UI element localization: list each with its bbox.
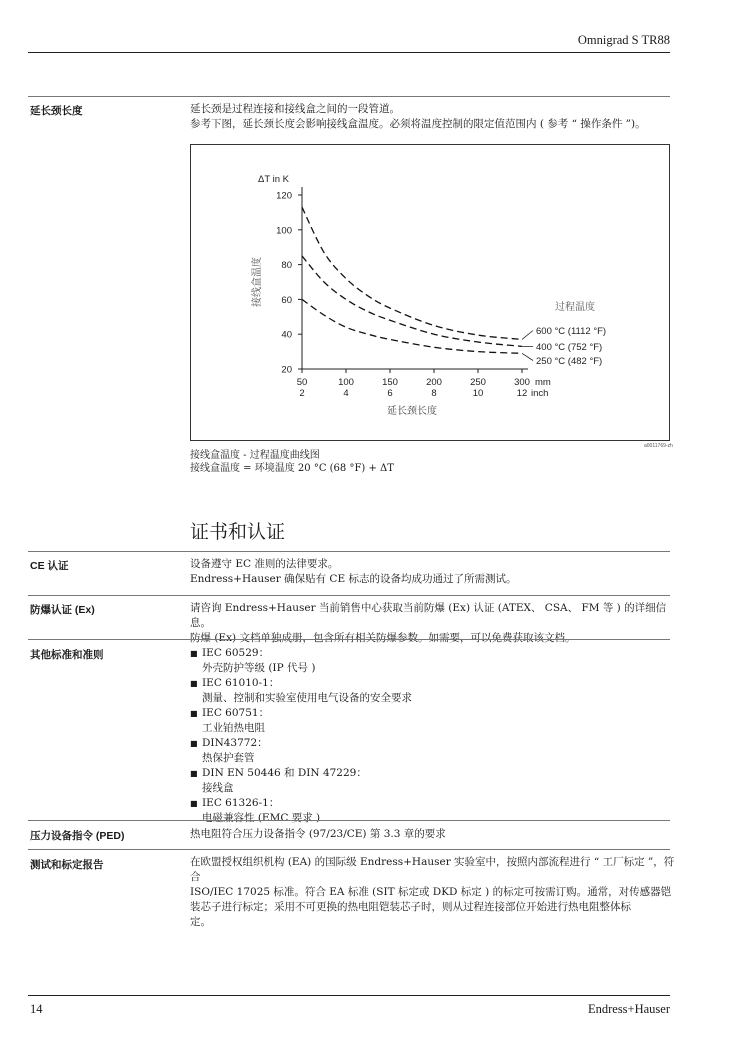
figure-frame xyxy=(190,144,670,441)
calibration-line-1: 在欧盟授权组织机构 (EA) 的国际级 Endress+Hauser 实验室中，按照内部流程进行 “ 工厂标定 ”，符合 xyxy=(190,856,675,883)
y-tick-label: 80 xyxy=(281,260,292,272)
calibration-line-2: ISO/IEC 17025 标准。符合 EA 标准 (SIT 标定或 DKD 标定 ) 的标定可按需订购。通常，对传感器铠 xyxy=(190,886,672,898)
x-unit-mm: mm xyxy=(535,377,551,388)
section-divider xyxy=(28,96,670,97)
x-tick-label-mm: 50 xyxy=(296,377,308,388)
ce-text xyxy=(190,557,680,587)
x-tick-label-mm: 300 xyxy=(514,377,530,388)
ce-line-1: 设备遵守 EC 准则的法律要求。 xyxy=(190,558,339,570)
standard-description: 测量、控制和实验室使用电气设备的安全要求 xyxy=(202,692,412,704)
row-divider xyxy=(28,849,670,850)
x-tick-label-inch: 10 xyxy=(472,388,484,399)
y-tick-label: 20 xyxy=(281,364,292,376)
x-tick-label-inch: 6 xyxy=(387,388,393,399)
ped-label: 压力设备指令 (PED) xyxy=(30,830,125,842)
standard-code: DIN EN 50446 和 DIN 47229： xyxy=(202,767,367,779)
x-tick-label-mm: 150 xyxy=(382,377,398,388)
temperature-chart xyxy=(191,145,669,440)
x-tick-label-mm: 250 xyxy=(470,377,486,388)
series-line xyxy=(302,207,522,339)
row-divider xyxy=(28,639,670,640)
series-label: 600 °C (1112 °F) xyxy=(536,326,607,337)
calibration-line-4: 定。 xyxy=(190,916,211,928)
figure-caption xyxy=(190,449,394,475)
y-tick-label: 40 xyxy=(281,329,292,341)
standards-label: 其他标准和准则 xyxy=(30,649,104,661)
standard-description: 外壳防护等级 (IP 代号 ) xyxy=(202,662,316,674)
figure-id: a0011769-zh xyxy=(644,443,673,449)
row-divider xyxy=(28,551,670,552)
caption-line-2: 接线盒温度 = 环境温度 20 °C (68 °F) + ΔT xyxy=(190,463,394,474)
footer-rule xyxy=(28,995,670,996)
ex-line-1: 请咨询 Endress+Hauser 当前销售中心获取当前防爆 (Ex) 认证 (ATEX、 CSA、 FM 等 ) 的详细信息。 xyxy=(190,602,667,629)
x-tick-label-inch: 2 xyxy=(299,388,305,399)
y-axis-unit-label: ΔT in K xyxy=(258,174,289,185)
calibration-text xyxy=(190,855,680,930)
row-divider xyxy=(28,820,670,821)
calibration-line-3: 装芯子进行标定；采用不可更换的热电阻铠装芯子时，则从过程连接部位开始进行热电阻整体标 xyxy=(190,901,631,913)
document-title: Omnigrad S TR88 xyxy=(577,33,670,47)
standard-description: 工业铂热电阻 xyxy=(202,722,265,734)
extension-label: 延长颈长度 xyxy=(30,105,83,117)
header-rule xyxy=(28,52,670,53)
extension-line-1: 延长颈是过程连接和接线盒之间的一段管道。 xyxy=(190,103,400,115)
standard-item xyxy=(190,706,680,736)
standard-item xyxy=(190,736,680,766)
ex-line-2: 防爆 (Ex) 文档单独成册，包含所有相关防爆参数。如需要，可以免费获取该文档。 xyxy=(190,632,576,644)
ex-label: 防爆认证 (Ex) xyxy=(30,604,95,616)
ce-line-2: Endress+Hauser 确保贴有 CE 标志的设备均成功通过了所需测试。 xyxy=(190,573,517,585)
section-title: 证书和认证 xyxy=(190,521,286,543)
standard-code: IEC 61010-1： xyxy=(202,677,280,689)
standard-code: IEC 61326-1： xyxy=(202,797,280,809)
x-tick-label-inch: 4 xyxy=(343,388,349,399)
standard-item xyxy=(190,676,680,706)
standard-description: 热保护套管 xyxy=(202,752,255,764)
x-tick-label-mm: 200 xyxy=(426,377,442,388)
standard-item xyxy=(190,796,680,826)
y-tick-label: 120 xyxy=(276,190,292,202)
extension-text xyxy=(190,102,680,132)
series-label: 250 °C (482 °F) xyxy=(536,356,603,367)
ped-text: 热电阻符合压力设备指令 (97/23/CE) 第 3.3 章的要求 xyxy=(190,828,446,840)
standard-code: DIN43772： xyxy=(202,737,268,749)
page-number: 14 xyxy=(30,1002,43,1016)
x-unit-inch: inch xyxy=(531,388,549,399)
series-leader xyxy=(522,331,533,340)
caption-line-1: 接线盒温度 - 过程温度曲线图 xyxy=(190,450,320,461)
x-tick-label-mm: 100 xyxy=(338,377,354,388)
series-leader xyxy=(522,353,533,360)
y-tick-label: 60 xyxy=(281,294,292,306)
chart-curves xyxy=(302,207,533,360)
calibration-label: 测试和标定报告 xyxy=(30,859,104,871)
standards-bullets xyxy=(190,646,680,826)
chart-axes xyxy=(298,187,528,373)
y-tick-label: 100 xyxy=(276,225,292,237)
ce-label: CE 认证 xyxy=(30,560,69,572)
series-line xyxy=(302,256,522,346)
series-label: 400 °C (752 °F) xyxy=(536,342,603,353)
standard-item xyxy=(190,766,680,796)
extension-line-2: 参考下图，延长颈长度会影响接线盒温度。必须将温度控制的限定值范围内 ( 参考 “ 操作条件 ”)。 xyxy=(190,118,646,130)
footer-brand: Endress+Hauser xyxy=(587,1002,670,1016)
standards-list xyxy=(190,646,680,826)
standard-code: IEC 60751： xyxy=(202,707,270,719)
x-tick-label-inch: 12 xyxy=(516,388,528,399)
x-axis-label: 延长颈长度 xyxy=(387,406,437,417)
standard-item xyxy=(190,646,680,676)
standard-description: 接线盒 xyxy=(202,782,234,794)
legend-title: 过程温度 xyxy=(555,302,595,313)
row-divider xyxy=(28,595,670,596)
series-line xyxy=(302,299,522,353)
x-tick-label-inch: 8 xyxy=(431,388,437,399)
standard-description: 电磁兼容性 (EMC 要求 ) xyxy=(202,812,321,824)
standard-code: IEC 60529： xyxy=(202,647,270,659)
y-axis-label: 接线盒温度 xyxy=(252,257,263,307)
